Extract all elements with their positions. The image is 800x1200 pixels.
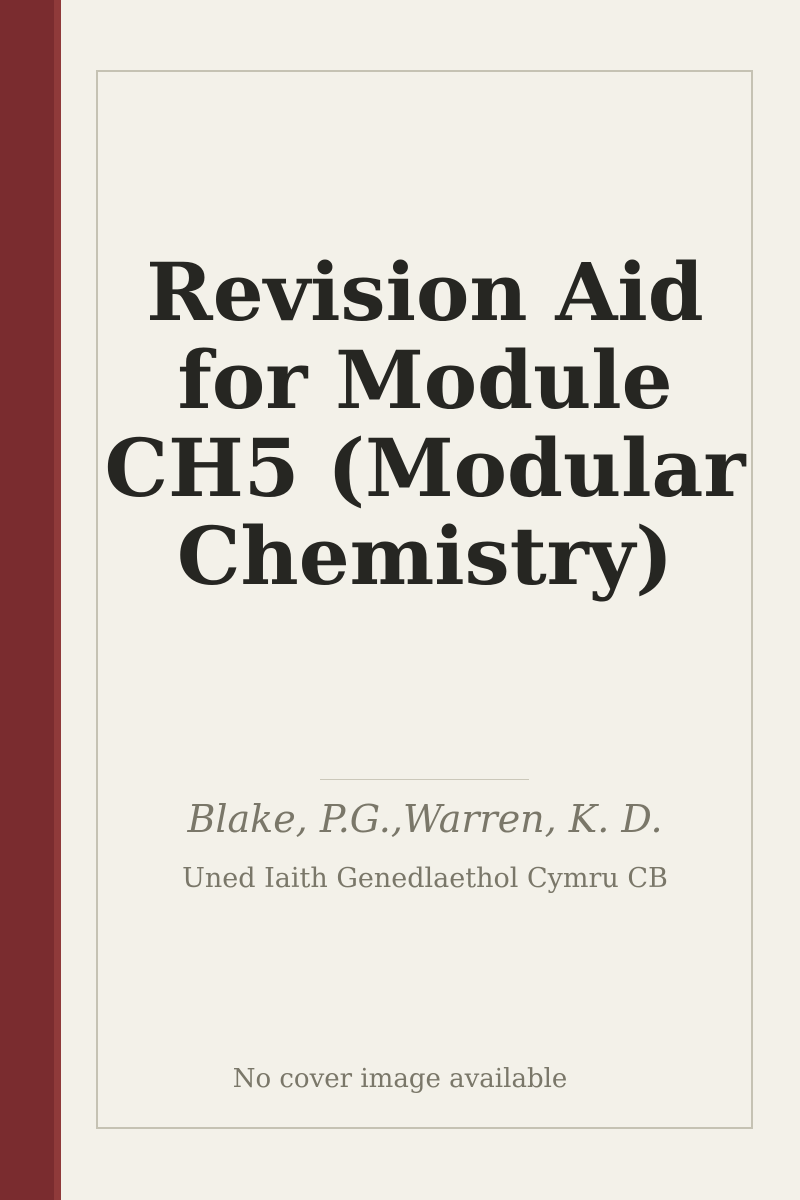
book-spine	[0, 0, 54, 1200]
book-publisher: Uned Iaith Genedlaethol Cymru CB	[182, 863, 668, 894]
title-divider	[320, 779, 529, 780]
book-spine-edge	[54, 0, 61, 1200]
no-cover-notice: No cover image available	[232, 1064, 568, 1094]
book-title: Revision Aid for Module CH5 (Modular Chemistry)	[104, 245, 746, 603]
book-author: Blake, P.G.,Warren, K. D.	[187, 797, 663, 841]
